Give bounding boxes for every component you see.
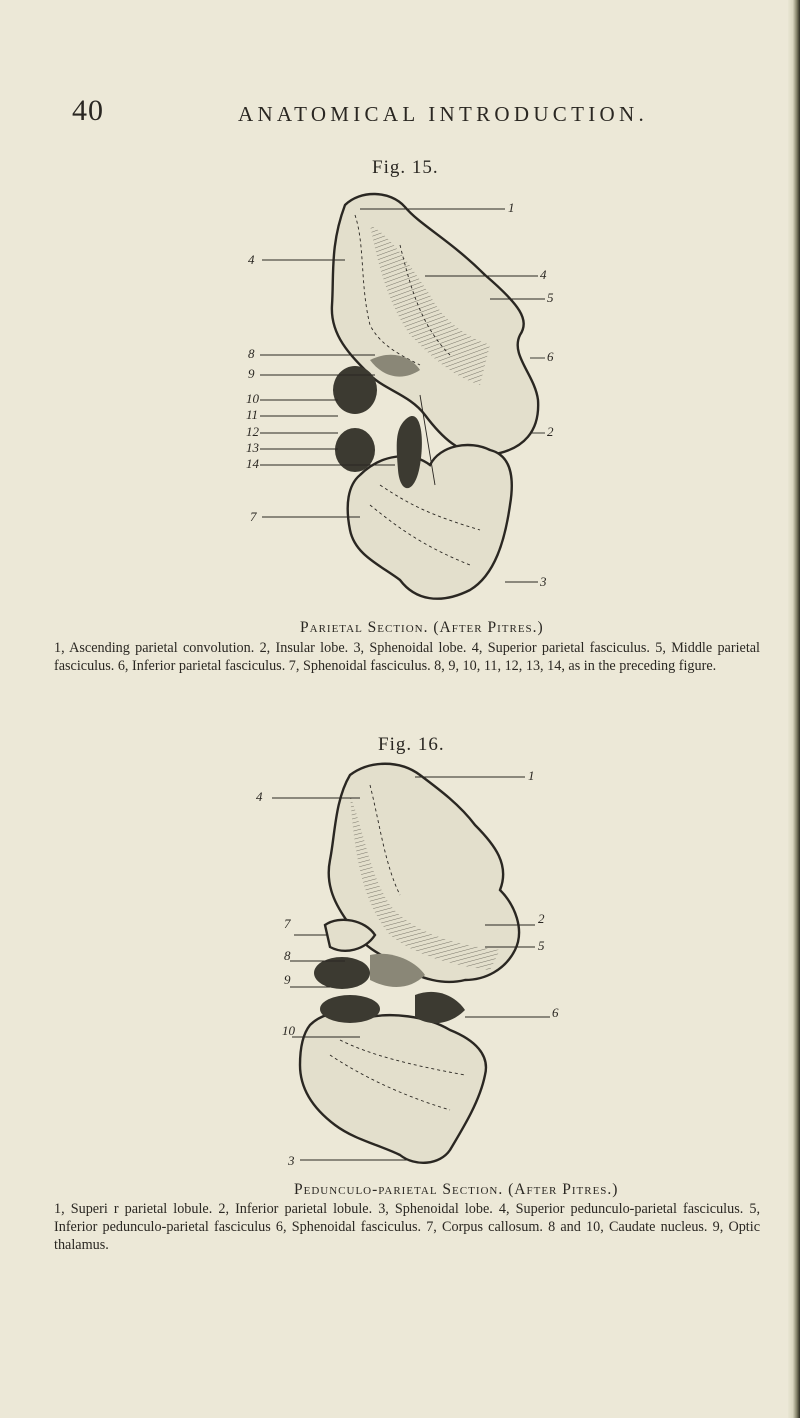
fig15-caption-body: 1, Ascending parietal convolution. 2, Insular lobe. 3, Sphenoidal lobe. 4, Superior parietal fasciculus. 5, Middle parietal fasciculus. 6, Inferior parietal fasciculus. 7, Sphenoidal fasciculus. 8, 9, 10, 11, 12, 13, 14, as in the preceding figure. — [54, 640, 760, 674]
fig15-label-14: 14 — [246, 456, 259, 471]
fig15-label-1: 1 — [508, 200, 515, 215]
fig16-label-2: 2 — [538, 911, 545, 926]
fig16-illustration — [250, 755, 580, 1175]
fig16-label-8: 8 — [284, 948, 291, 963]
fig16-caption-title: Pedunculo-parietal Section. (After Pitres.) — [294, 1181, 619, 1198]
page-number: 40 — [72, 94, 104, 127]
fig15-label-3: 3 — [540, 574, 547, 589]
fig16-label-9: 9 — [284, 972, 291, 987]
fig16-label-1: 1 — [528, 768, 535, 783]
fig16-label-5: 5 — [538, 938, 545, 953]
fig16-lower-lobe — [300, 1012, 486, 1162]
fig15-label-2: 2 — [547, 424, 554, 439]
fig15-illustration — [220, 185, 580, 610]
fig16-optic-thalamus — [314, 957, 370, 989]
fig15-label-8: 8 — [248, 346, 255, 361]
fig15-label-13: 13 — [246, 440, 259, 455]
fig16-label-3: 3 — [288, 1153, 295, 1168]
fig15-label-4-left: 4 — [248, 252, 255, 267]
fig15-caption-title: Parietal Section. (After Pitres.) — [300, 619, 544, 636]
fig15-label-5: 5 — [547, 290, 554, 305]
fig15-label-11: 11 — [246, 407, 259, 422]
fig15-nucleus-upper — [333, 366, 377, 414]
fig15-label-4-right: 4 — [540, 267, 547, 282]
running-head: ANATOMICAL INTRODUCTION. — [238, 102, 649, 126]
fig15-label-9: 9 — [248, 366, 255, 381]
fig15-lower-lobe — [348, 445, 512, 599]
fig16-label-4: 4 — [256, 789, 263, 804]
fig16-label-6: 6 — [552, 1005, 559, 1020]
fig16-label-7: 7 — [284, 916, 291, 931]
fig15-label: Fig. 15. — [372, 157, 439, 178]
fig15-label-6: 6 — [547, 349, 554, 364]
fig16-caption-body: 1, Superi r parietal lobule. 2, Inferior parietal lobule. 3, Sphenoidal lobe. 4, Superior pedunculo-parietal fasciculus. 5, Inferior pedunculo-parietal fasciculus 6, Sphenoidal fasciculus. 7, Corpus callosum. 8 and 10, Caudate nucleus. 9, Optic thalamus. — [54, 1201, 760, 1253]
fig15-label-7: 7 — [250, 509, 257, 524]
fig15-label-12: 12 — [246, 424, 259, 439]
fig16-caudate-lower — [320, 995, 380, 1023]
fig15-label-10: 10 — [246, 391, 259, 406]
fig16-label: Fig. 16. — [378, 734, 445, 755]
page-edge-shadow — [788, 0, 800, 1418]
fig16-label-10: 10 — [282, 1023, 295, 1038]
